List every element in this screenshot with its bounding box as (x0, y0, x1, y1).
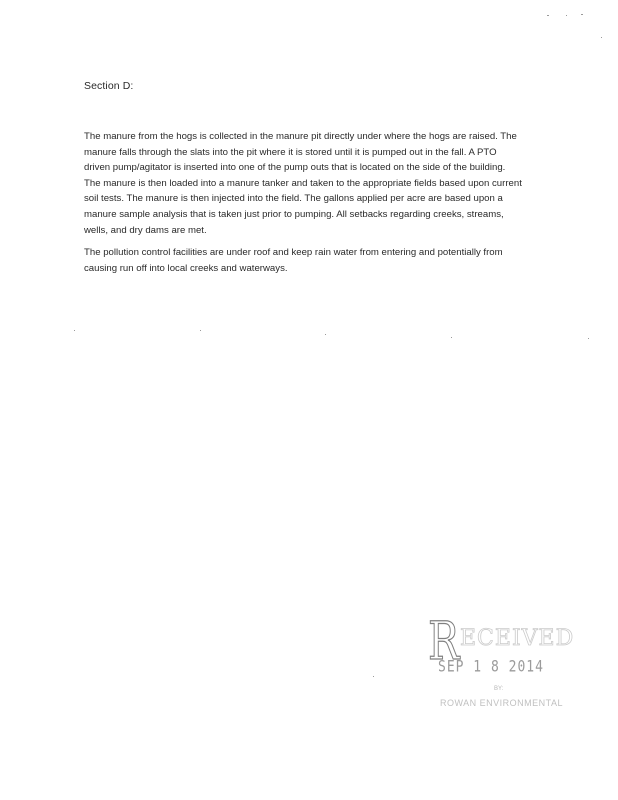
stamp-office: ROWAN ENVIRONMENTAL (440, 698, 564, 708)
scan-speck (200, 330, 201, 331)
paragraph-line: The manure is then loaded into a manure tanker and taken to the appropriate fields based upon current (84, 177, 522, 189)
stamp-word: ECEIVED (460, 626, 575, 651)
paragraph-line: driven pump/agitator is inserted into one of the pump outs that is located on the side of the building. (84, 162, 506, 174)
scan-speck (451, 337, 452, 338)
scan-speck (601, 37, 602, 38)
scan-speck (581, 14, 583, 15)
stamp-letter: R (428, 612, 460, 672)
scan-speck (373, 676, 374, 677)
stamp-by-label: BY: (494, 686, 504, 692)
paragraph-line: wells, and dry dams are met. (84, 224, 207, 236)
paragraph-line: The pollution control facilities are under roof and keep rain water from entering and potentially from (84, 247, 503, 258)
paragraph-line: causing run off into local creeks and waterways. (84, 262, 288, 274)
scan-speck (74, 330, 75, 331)
section-heading: Section D: (84, 80, 134, 92)
paragraph-manure-handling (84, 129, 552, 238)
paragraph-line: manure falls through the slats into the pit where it is stored until it is pumped out in the fall. A PTO (84, 146, 497, 158)
paragraph-pollution-control (84, 245, 552, 276)
scan-speck (588, 338, 589, 339)
scan-speck (547, 15, 549, 16)
scan-speck (325, 334, 326, 335)
paragraph-line: manure sample analysis that is taken just prior to pumping. All setbacks regarding creeks, streams, (84, 208, 504, 220)
paragraph-line: The manure from the hogs is collected in the manure pit directly under where the hogs are raised. The (84, 131, 517, 142)
paragraph-line: soil tests. The manure is then injected into the field. The gallons applied per acre are based upon a (84, 193, 503, 205)
stamp-date: SEP 1 8 2014 (438, 658, 544, 677)
scan-speck (566, 15, 567, 16)
received-stamp (428, 612, 575, 716)
